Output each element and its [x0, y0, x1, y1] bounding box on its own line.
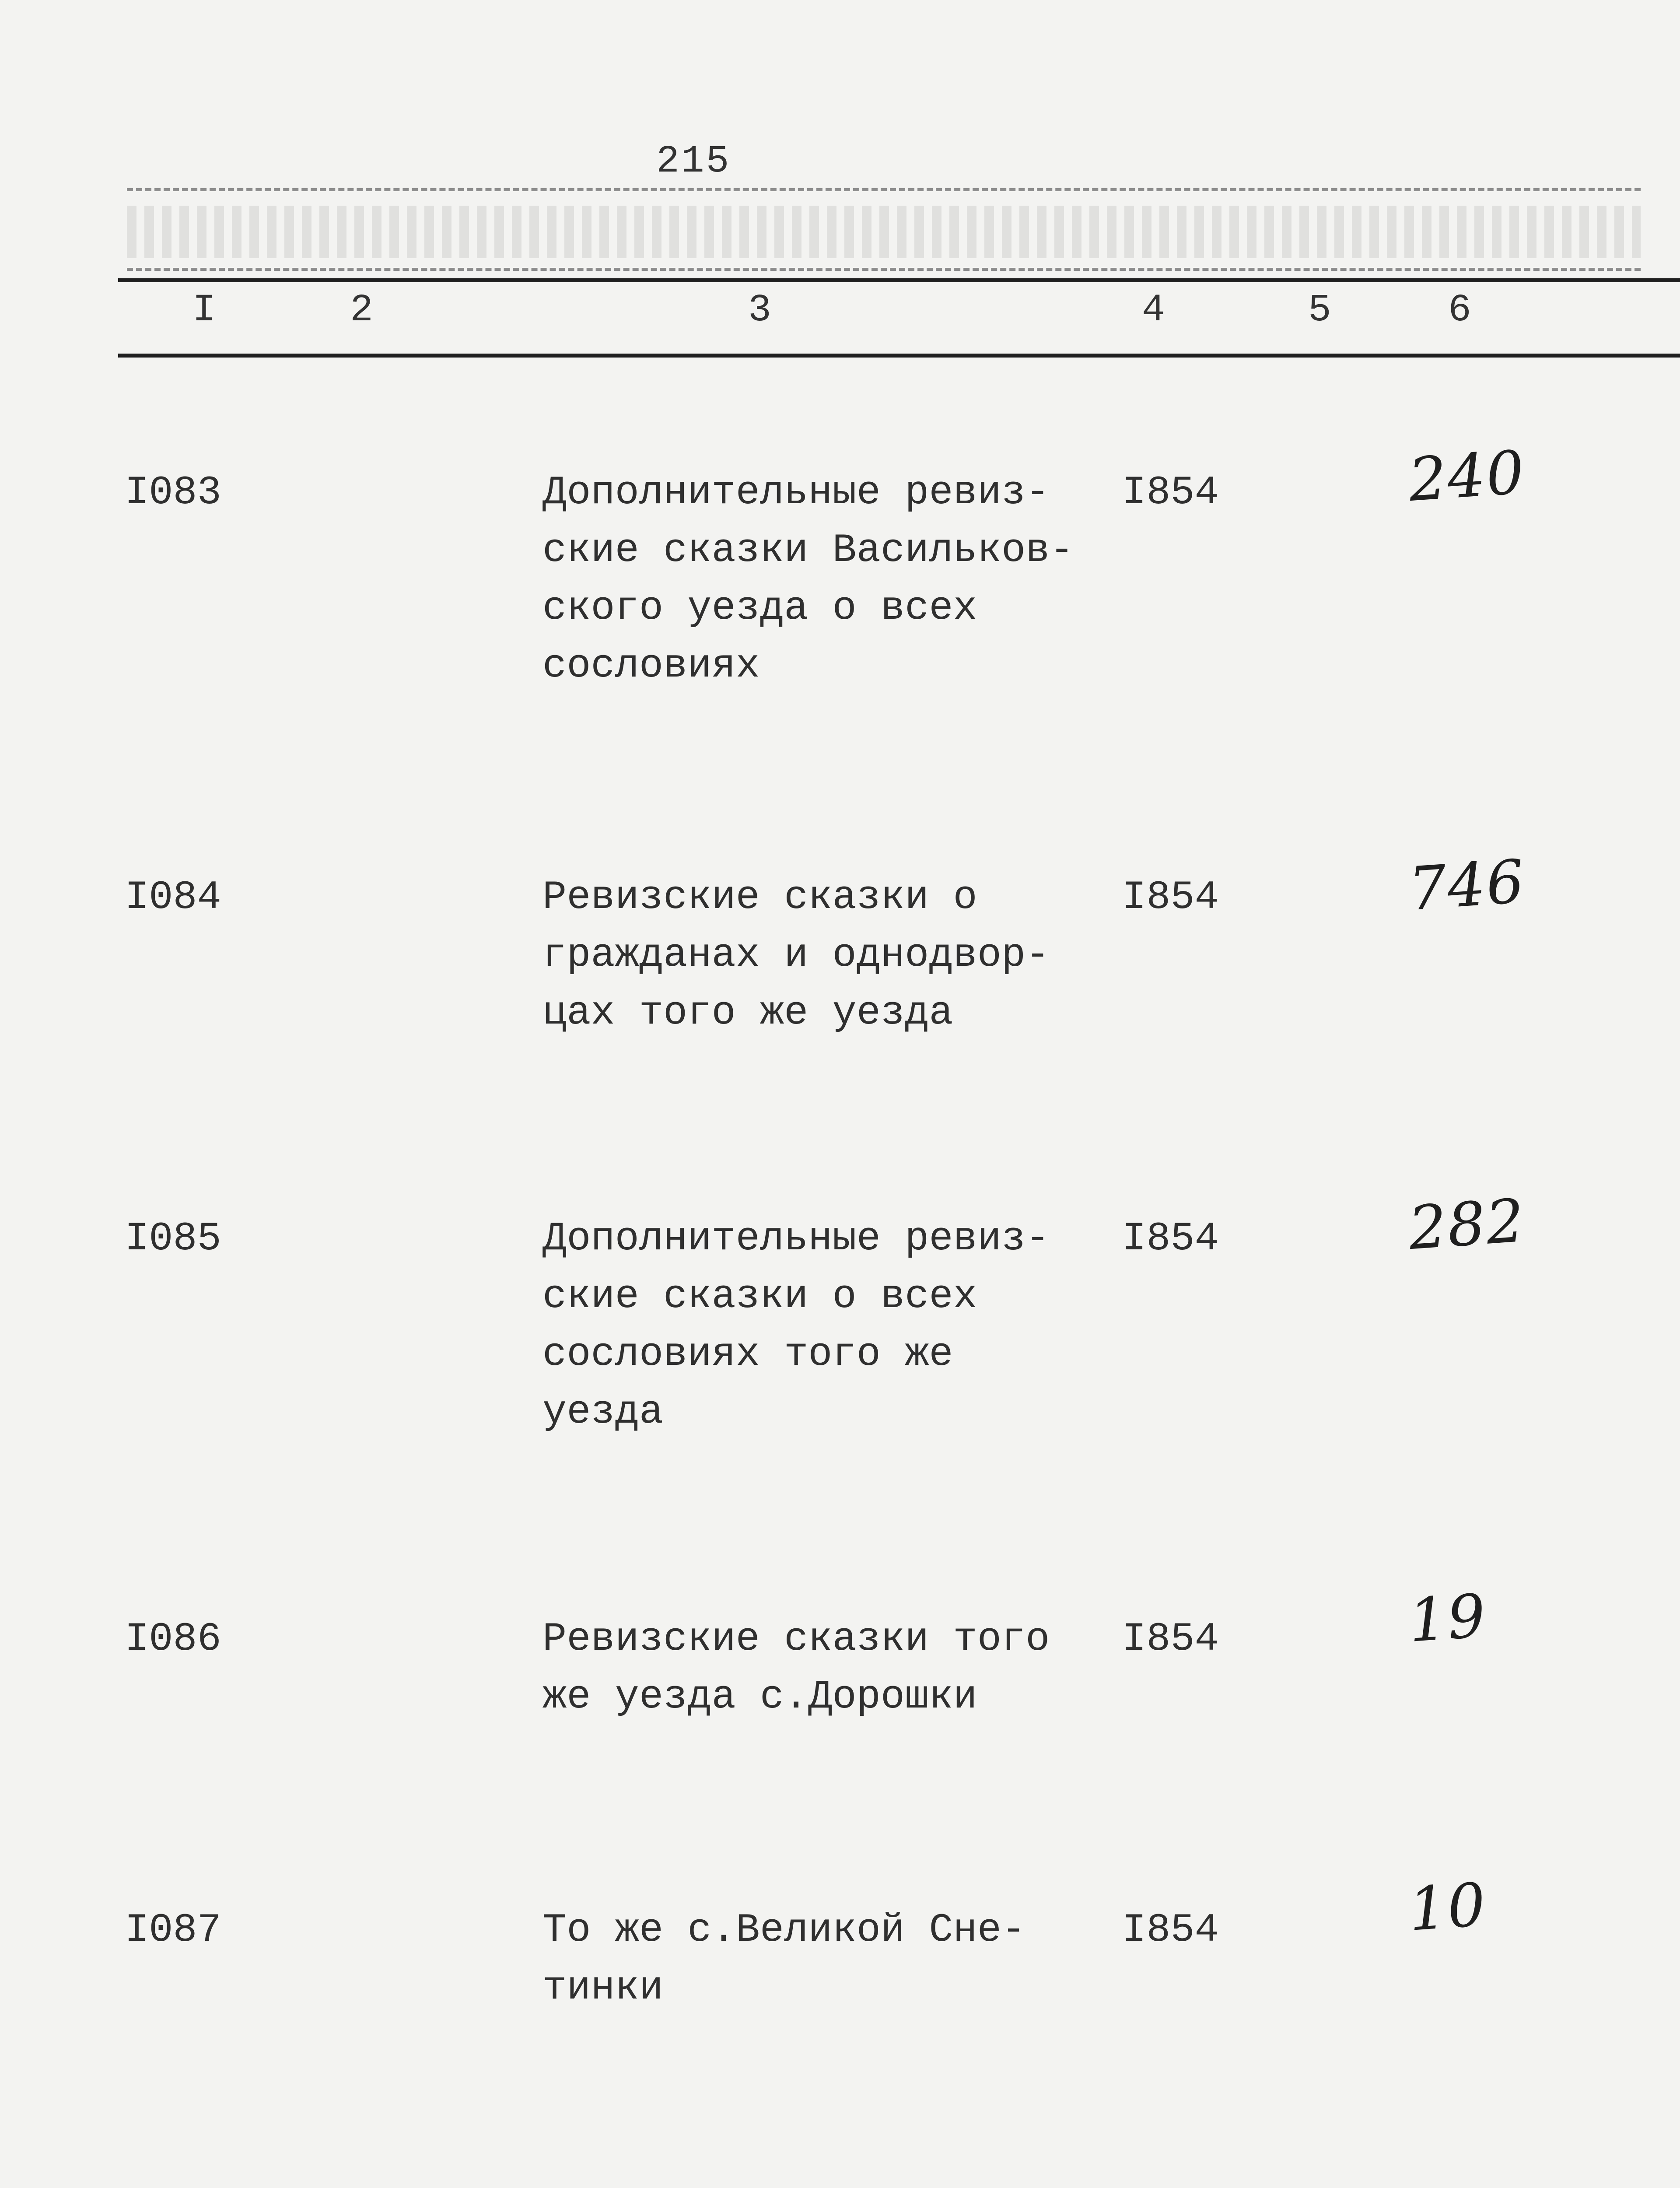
row-description: Ревизские сказки того же уезда с.Дорошки: [542, 1616, 1050, 1720]
table-header-bottom-rule: [118, 354, 1680, 358]
column-header-3: 3: [748, 289, 771, 332]
column-header-2: 2: [350, 289, 373, 332]
page-number: 215: [656, 140, 731, 183]
header-smudge: [127, 206, 1641, 258]
row-year: I854: [1122, 874, 1219, 920]
header-dashed-line: [127, 268, 1641, 271]
row-year: I854: [1122, 1616, 1219, 1662]
row-description: Ревизские сказки о гражданах и однодвор- цах того же уезда: [542, 874, 1050, 1036]
column-header-4: 4: [1142, 289, 1165, 332]
column-header-6: 6: [1448, 289, 1471, 332]
row-year: I854: [1122, 1216, 1219, 1262]
row-sheet-count-handwritten: 10: [1406, 1870, 1489, 1945]
column-header-5: 5: [1308, 289, 1331, 332]
table-header-top-rule: [118, 278, 1680, 282]
row-year: I854: [1122, 470, 1219, 515]
row-sheet-count-handwritten: 282: [1406, 1186, 1527, 1264]
row-description: То же с.Великой Сне- тинки: [542, 1907, 1026, 2011]
header-dashed-line: [127, 188, 1641, 191]
row-number: I083: [125, 470, 221, 515]
row-number: I087: [125, 1907, 221, 1953]
row-number: I084: [125, 874, 221, 920]
column-header-1: I: [192, 289, 216, 332]
row-sheet-count-handwritten: 240: [1406, 438, 1527, 515]
row-sheet-count-handwritten: 746: [1406, 847, 1527, 925]
row-number: I086: [125, 1616, 221, 1662]
row-description: Дополнительные ревиз- ские сказки Васильков- ского уезда о всех сословиях: [542, 470, 1074, 689]
row-description: Дополнительные ревиз- ские сказки о всех сословиях того же уезда: [542, 1216, 1050, 1435]
row-number: I085: [125, 1216, 221, 1262]
row-year: I854: [1122, 1907, 1219, 1953]
row-sheet-count-handwritten: 19: [1406, 1581, 1489, 1656]
